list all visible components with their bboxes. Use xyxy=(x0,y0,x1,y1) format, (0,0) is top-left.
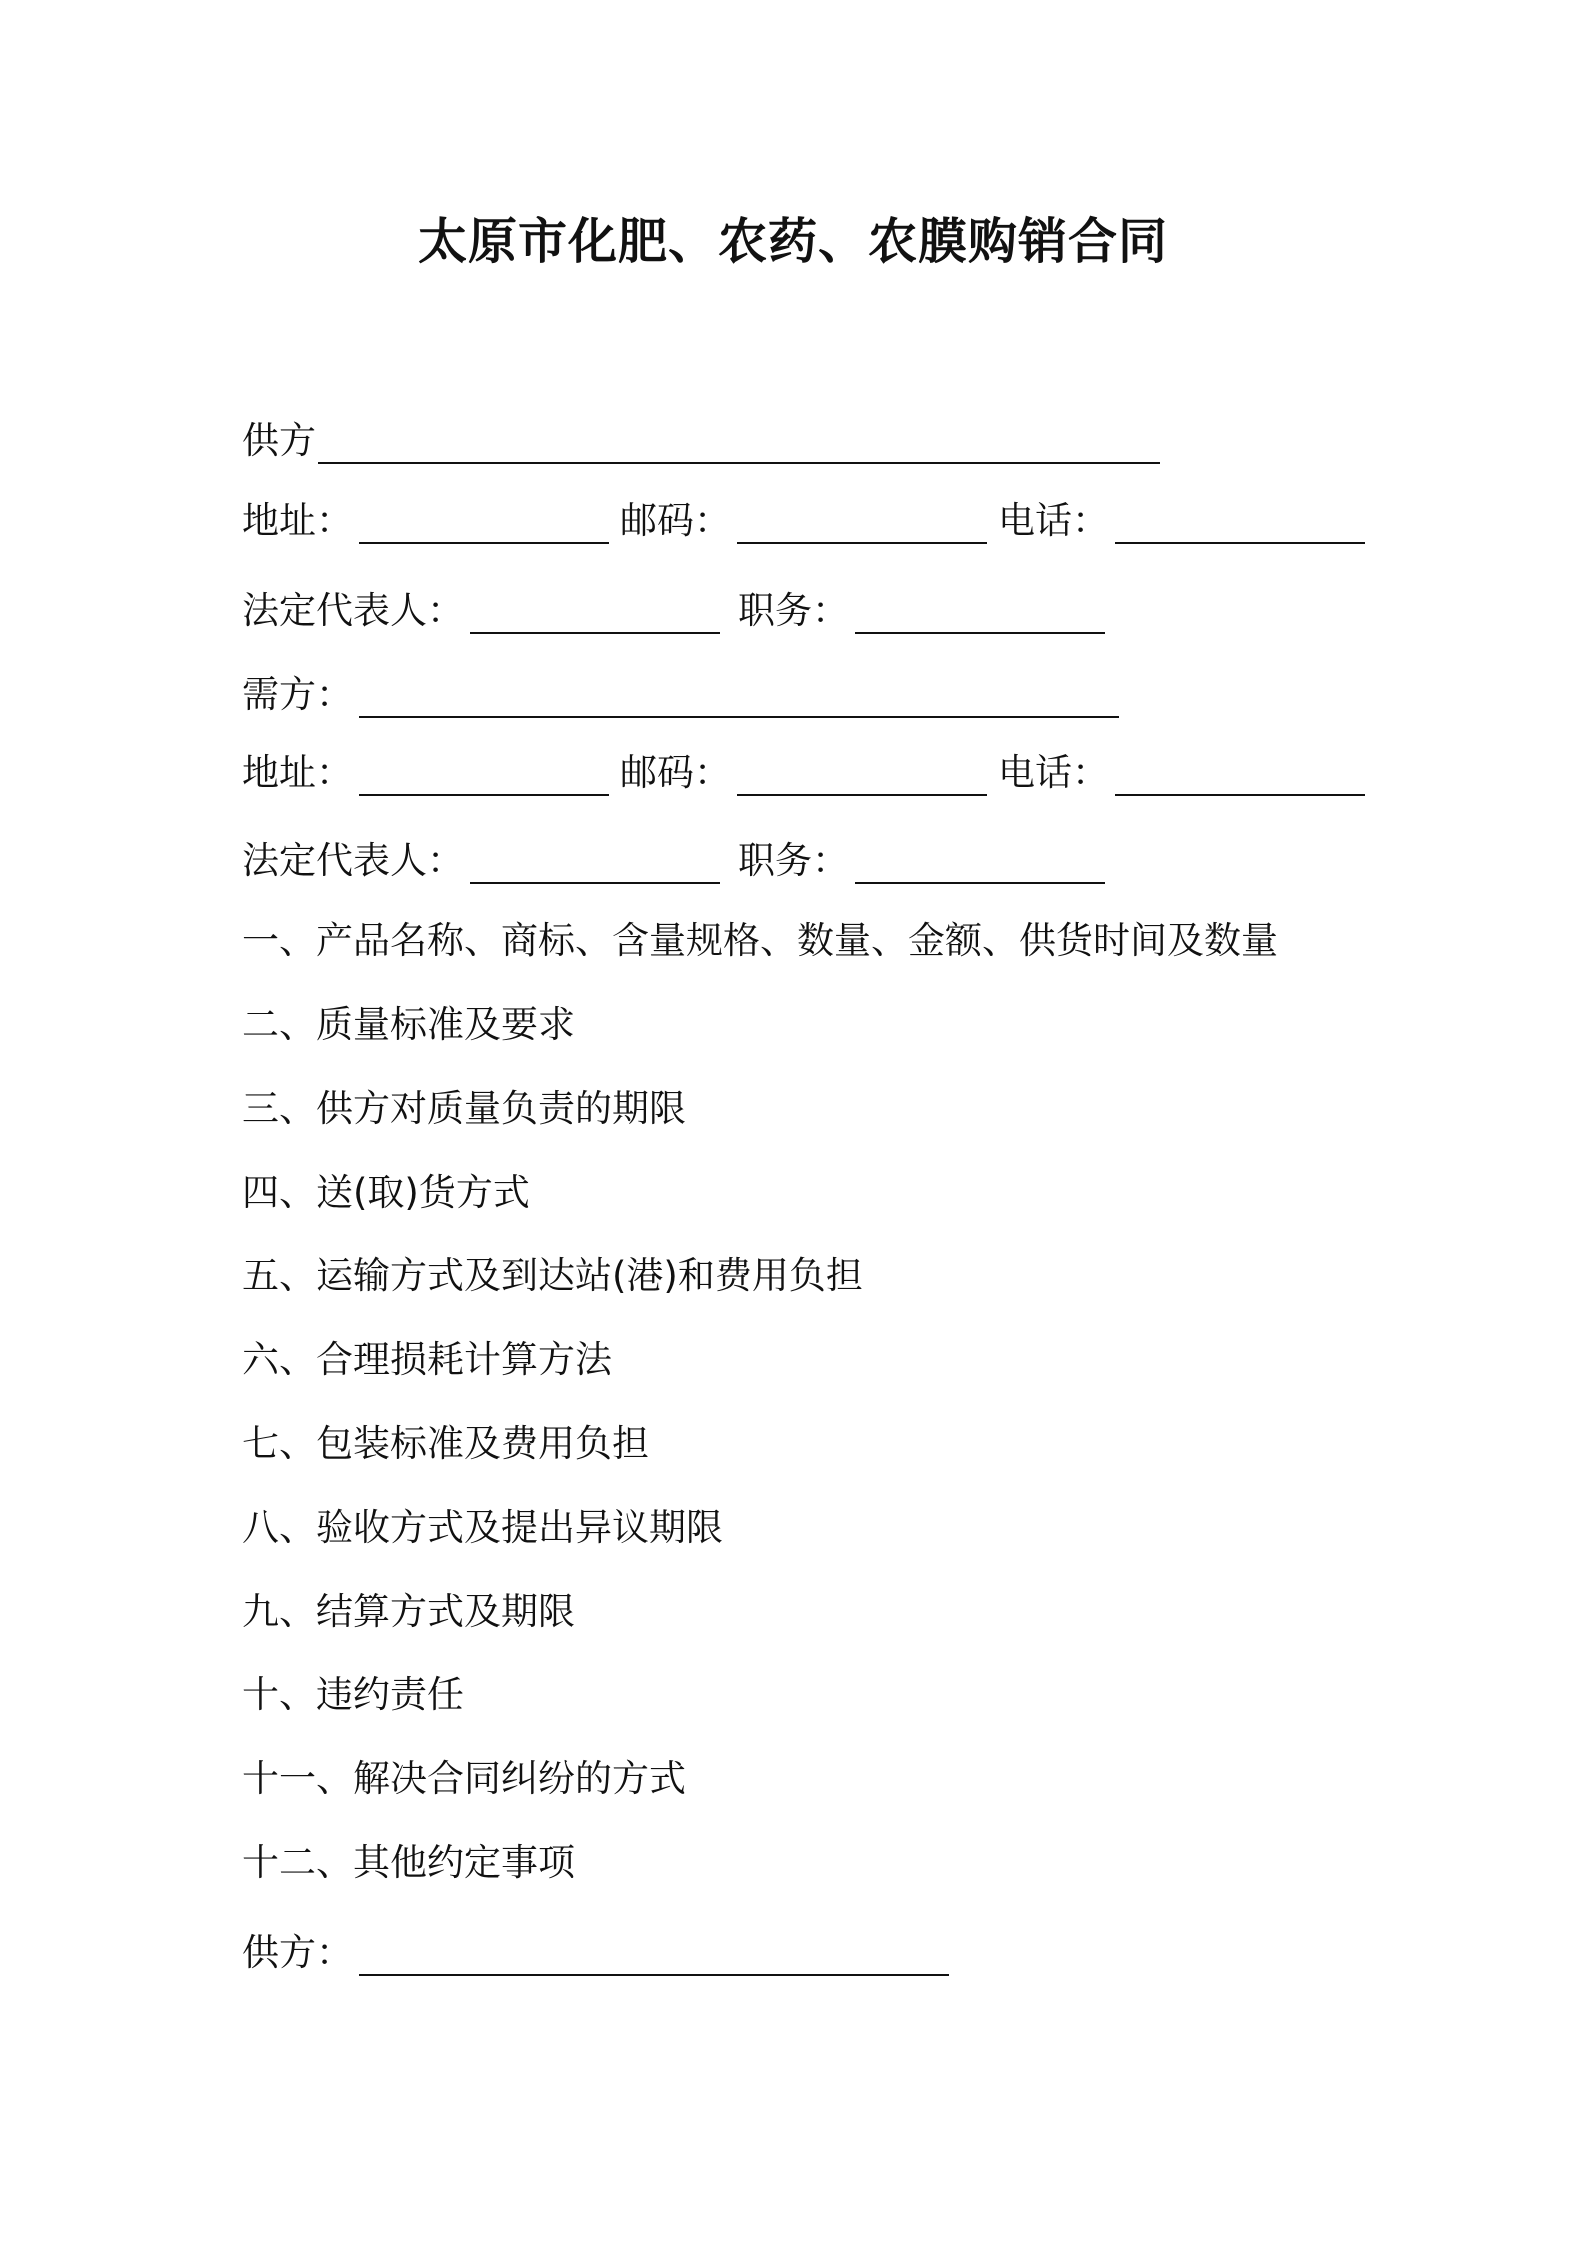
supplier-phone-label: 电话： xyxy=(998,499,1109,542)
supplier-postcode-label: 邮码： xyxy=(620,499,731,542)
supplier-postcode-field xyxy=(620,498,987,544)
buyer-position-field xyxy=(738,838,1105,884)
signature-supplier-blank xyxy=(359,1940,949,1976)
buyer-name-blank xyxy=(359,682,1119,718)
section-2: 二、质量标准及要求 xyxy=(242,1003,575,1046)
signature-supplier-row xyxy=(242,1930,949,1976)
buyer-postcode-field xyxy=(620,750,987,796)
buyer-phone-label: 电话： xyxy=(998,751,1109,794)
supplier-name-blank xyxy=(318,428,1160,464)
supplier-legal-rep-field xyxy=(242,588,720,634)
section-9: 九、结算方式及期限 xyxy=(242,1590,575,1633)
buyer-name-row xyxy=(242,672,1119,718)
document-title: 太原市化肥、农药、农膜购销合同 xyxy=(417,213,1168,270)
section-10: 十、违约责任 xyxy=(242,1673,464,1716)
buyer-label: 需方： xyxy=(242,673,353,716)
section-3: 三、供方对质量负责的期限 xyxy=(242,1087,686,1130)
supplier-legal-rep-label: 法定代表人： xyxy=(242,589,464,632)
supplier-legal-rep-blank xyxy=(470,598,720,634)
section-5: 五、运输方式及到达站(港)和费用负担 xyxy=(242,1254,863,1297)
buyer-address-blank xyxy=(359,760,609,796)
supplier-address-field xyxy=(242,498,609,544)
buyer-address-label: 地址： xyxy=(242,751,353,794)
section-6: 六、合理损耗计算方法 xyxy=(242,1338,612,1381)
supplier-postcode-blank xyxy=(737,508,987,544)
section-8: 八、验收方式及提出异议期限 xyxy=(242,1506,723,1549)
supplier-name-row xyxy=(242,418,1160,464)
section-11: 十一、解决合同纠纷的方式 xyxy=(242,1757,686,1800)
buyer-legal-rep-field xyxy=(242,838,720,884)
buyer-legal-rep-label: 法定代表人： xyxy=(242,839,464,882)
buyer-position-label: 职务： xyxy=(738,839,849,882)
buyer-postcode-blank xyxy=(737,760,987,796)
supplier-position-blank xyxy=(855,598,1105,634)
buyer-legal-rep-blank xyxy=(470,848,720,884)
section-1: 一、产品名称、商标、含量规格、数量、金额、供货时间及数量 xyxy=(242,919,1278,962)
supplier-position-label: 职务： xyxy=(738,589,849,632)
buyer-address-field xyxy=(242,750,609,796)
supplier-address-blank xyxy=(359,508,609,544)
supplier-phone-field xyxy=(998,498,1365,544)
buyer-postcode-label: 邮码： xyxy=(620,751,731,794)
buyer-phone-blank xyxy=(1115,760,1365,796)
signature-supplier-label: 供方： xyxy=(242,1931,353,1974)
supplier-label: 供方 xyxy=(242,419,316,462)
section-7: 七、包装标准及费用负担 xyxy=(242,1422,649,1465)
buyer-position-blank xyxy=(855,848,1105,884)
supplier-address-label: 地址： xyxy=(242,499,353,542)
supplier-phone-blank xyxy=(1115,508,1365,544)
section-4: 四、送(取)货方式 xyxy=(242,1171,530,1214)
buyer-phone-field xyxy=(998,750,1365,796)
section-12: 十二、其他约定事项 xyxy=(242,1841,575,1884)
supplier-position-field xyxy=(738,588,1105,634)
